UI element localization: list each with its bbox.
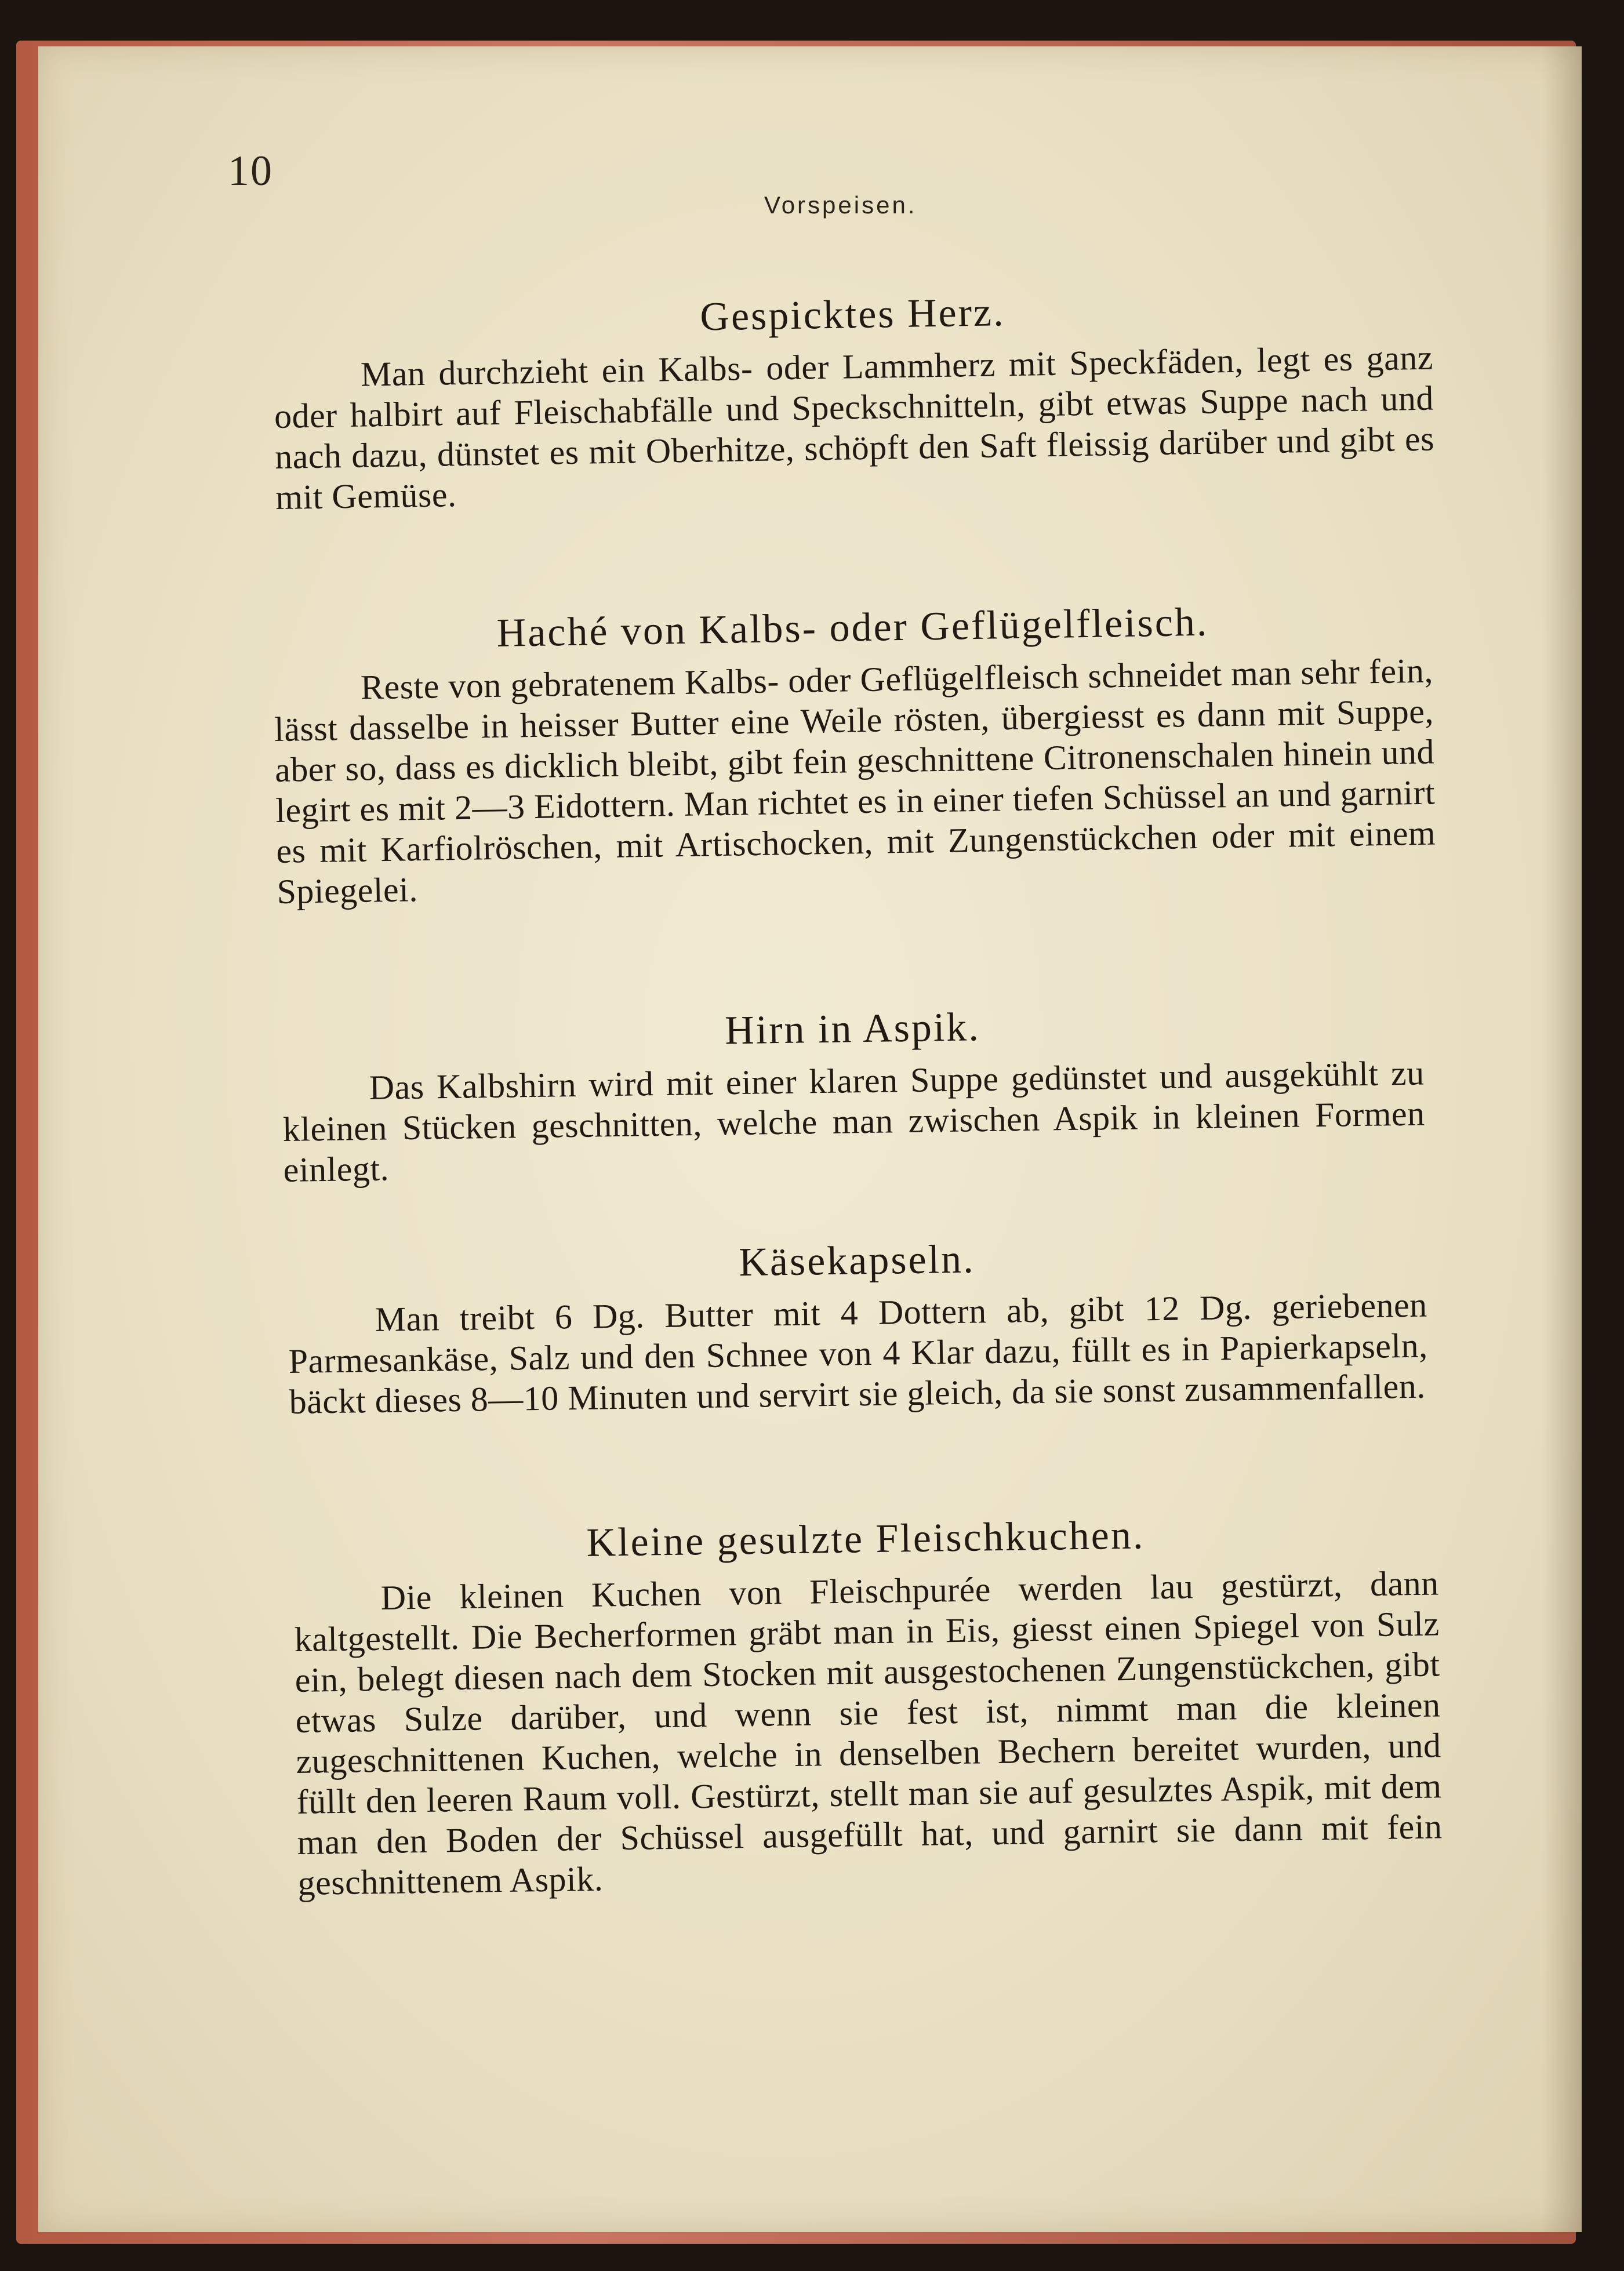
- recipe-gespicktes-herz: [273, 284, 1436, 518]
- page-number: 10: [228, 147, 273, 195]
- recipe-title: Kleine gesulzte Fleischkuchen.: [586, 1513, 1145, 1565]
- recipe-kaesekapseln: [287, 1231, 1429, 1422]
- recipe-title: Käsekapseln.: [738, 1237, 976, 1285]
- recipe-text: Man durchzieht ein Kalbs- oder Lammherz mit Speckfäden, legt es ganz oder halbirt auf Fleischabfälle und Speckschnitteln, gibt etwas Suppe nach und nach dazu, dünstet es mit Oberhitze, schöpft den Saft fleissig darüber und gibt es mit Gemüse.: [274, 338, 1435, 517]
- recipe-text: Das Kalbshirn wird mit einer klaren Suppe gedünstet und ausgekühlt zu kleinen Stücken geschnitten, welche man zwischen Aspik in kleinen Formen einlegt.: [282, 1053, 1426, 1189]
- recipe-title: Hirn in Aspik.: [724, 1005, 981, 1053]
- running-head: Vorspeisen.: [764, 191, 917, 219]
- recipe-title: Gespicktes Herz.: [699, 290, 1006, 340]
- recipe-gesulzte-fleischkuchen: [293, 1509, 1443, 1903]
- page-gutter-shadow: [1541, 46, 1582, 2232]
- recipe-hache: [273, 597, 1437, 912]
- recipe-title: Haché von Kalbs- oder Geflügelfleisch.: [496, 599, 1209, 656]
- recipe-hirn-in-aspik: [281, 998, 1426, 1190]
- recipe-text: Die kleinen Kuchen von Fleischpurée werden lau gestürzt, dann kaltgestellt. Die Becherformen gräbt man in Eis, giesst einen Spiegel von Sulz ein, belegt diesen nach dem Stocken mit ausgestochenen Zungenstückchen, gibt etwas Sulze darüber, und wenn sie fest ist, nimmt man die kleinen zugeschnittenen Kuchen, welche in denselben Bechern bereitet wurden, und füllt den leeren Raum voll. Gestürzt, stellt man sie auf gesulztes Aspik, mit dem man den Boden der Schüssel ausgefüllt hat, und garnirt sie dann mit fein geschnittenem Aspik.: [294, 1564, 1443, 1902]
- recipe-text: Man treibt 6 Dg. Butter mit 4 Dottern ab, gibt 12 Dg. geriebenen Parmesankäse, Salz und den Schnee von 4 Klar dazu, füllt es in Papierkapseln, bäckt dieses 8—10 Minuten und servirt sie gleich, da sie sonst zusammenfallen.: [288, 1285, 1429, 1421]
- recipe-text: Reste von gebratenem Kalbs- oder Geflügelfleisch schneidet man sehr fein, lässt dasselbe in heisser Butter eine Weile rösten, übergiesst es dann mit Suppe, aber so, dass es dicklich bleibt, gibt fein geschnittene Citronenschalen hinein und legirt es mit 2—3 Eidottern. Man richtet es in einer tiefen Schüssel an und garnirt es mit Karfiolröschen, mit Artischocken, mit Zungenstückchen oder mit einem Spiegelei.: [274, 651, 1436, 911]
